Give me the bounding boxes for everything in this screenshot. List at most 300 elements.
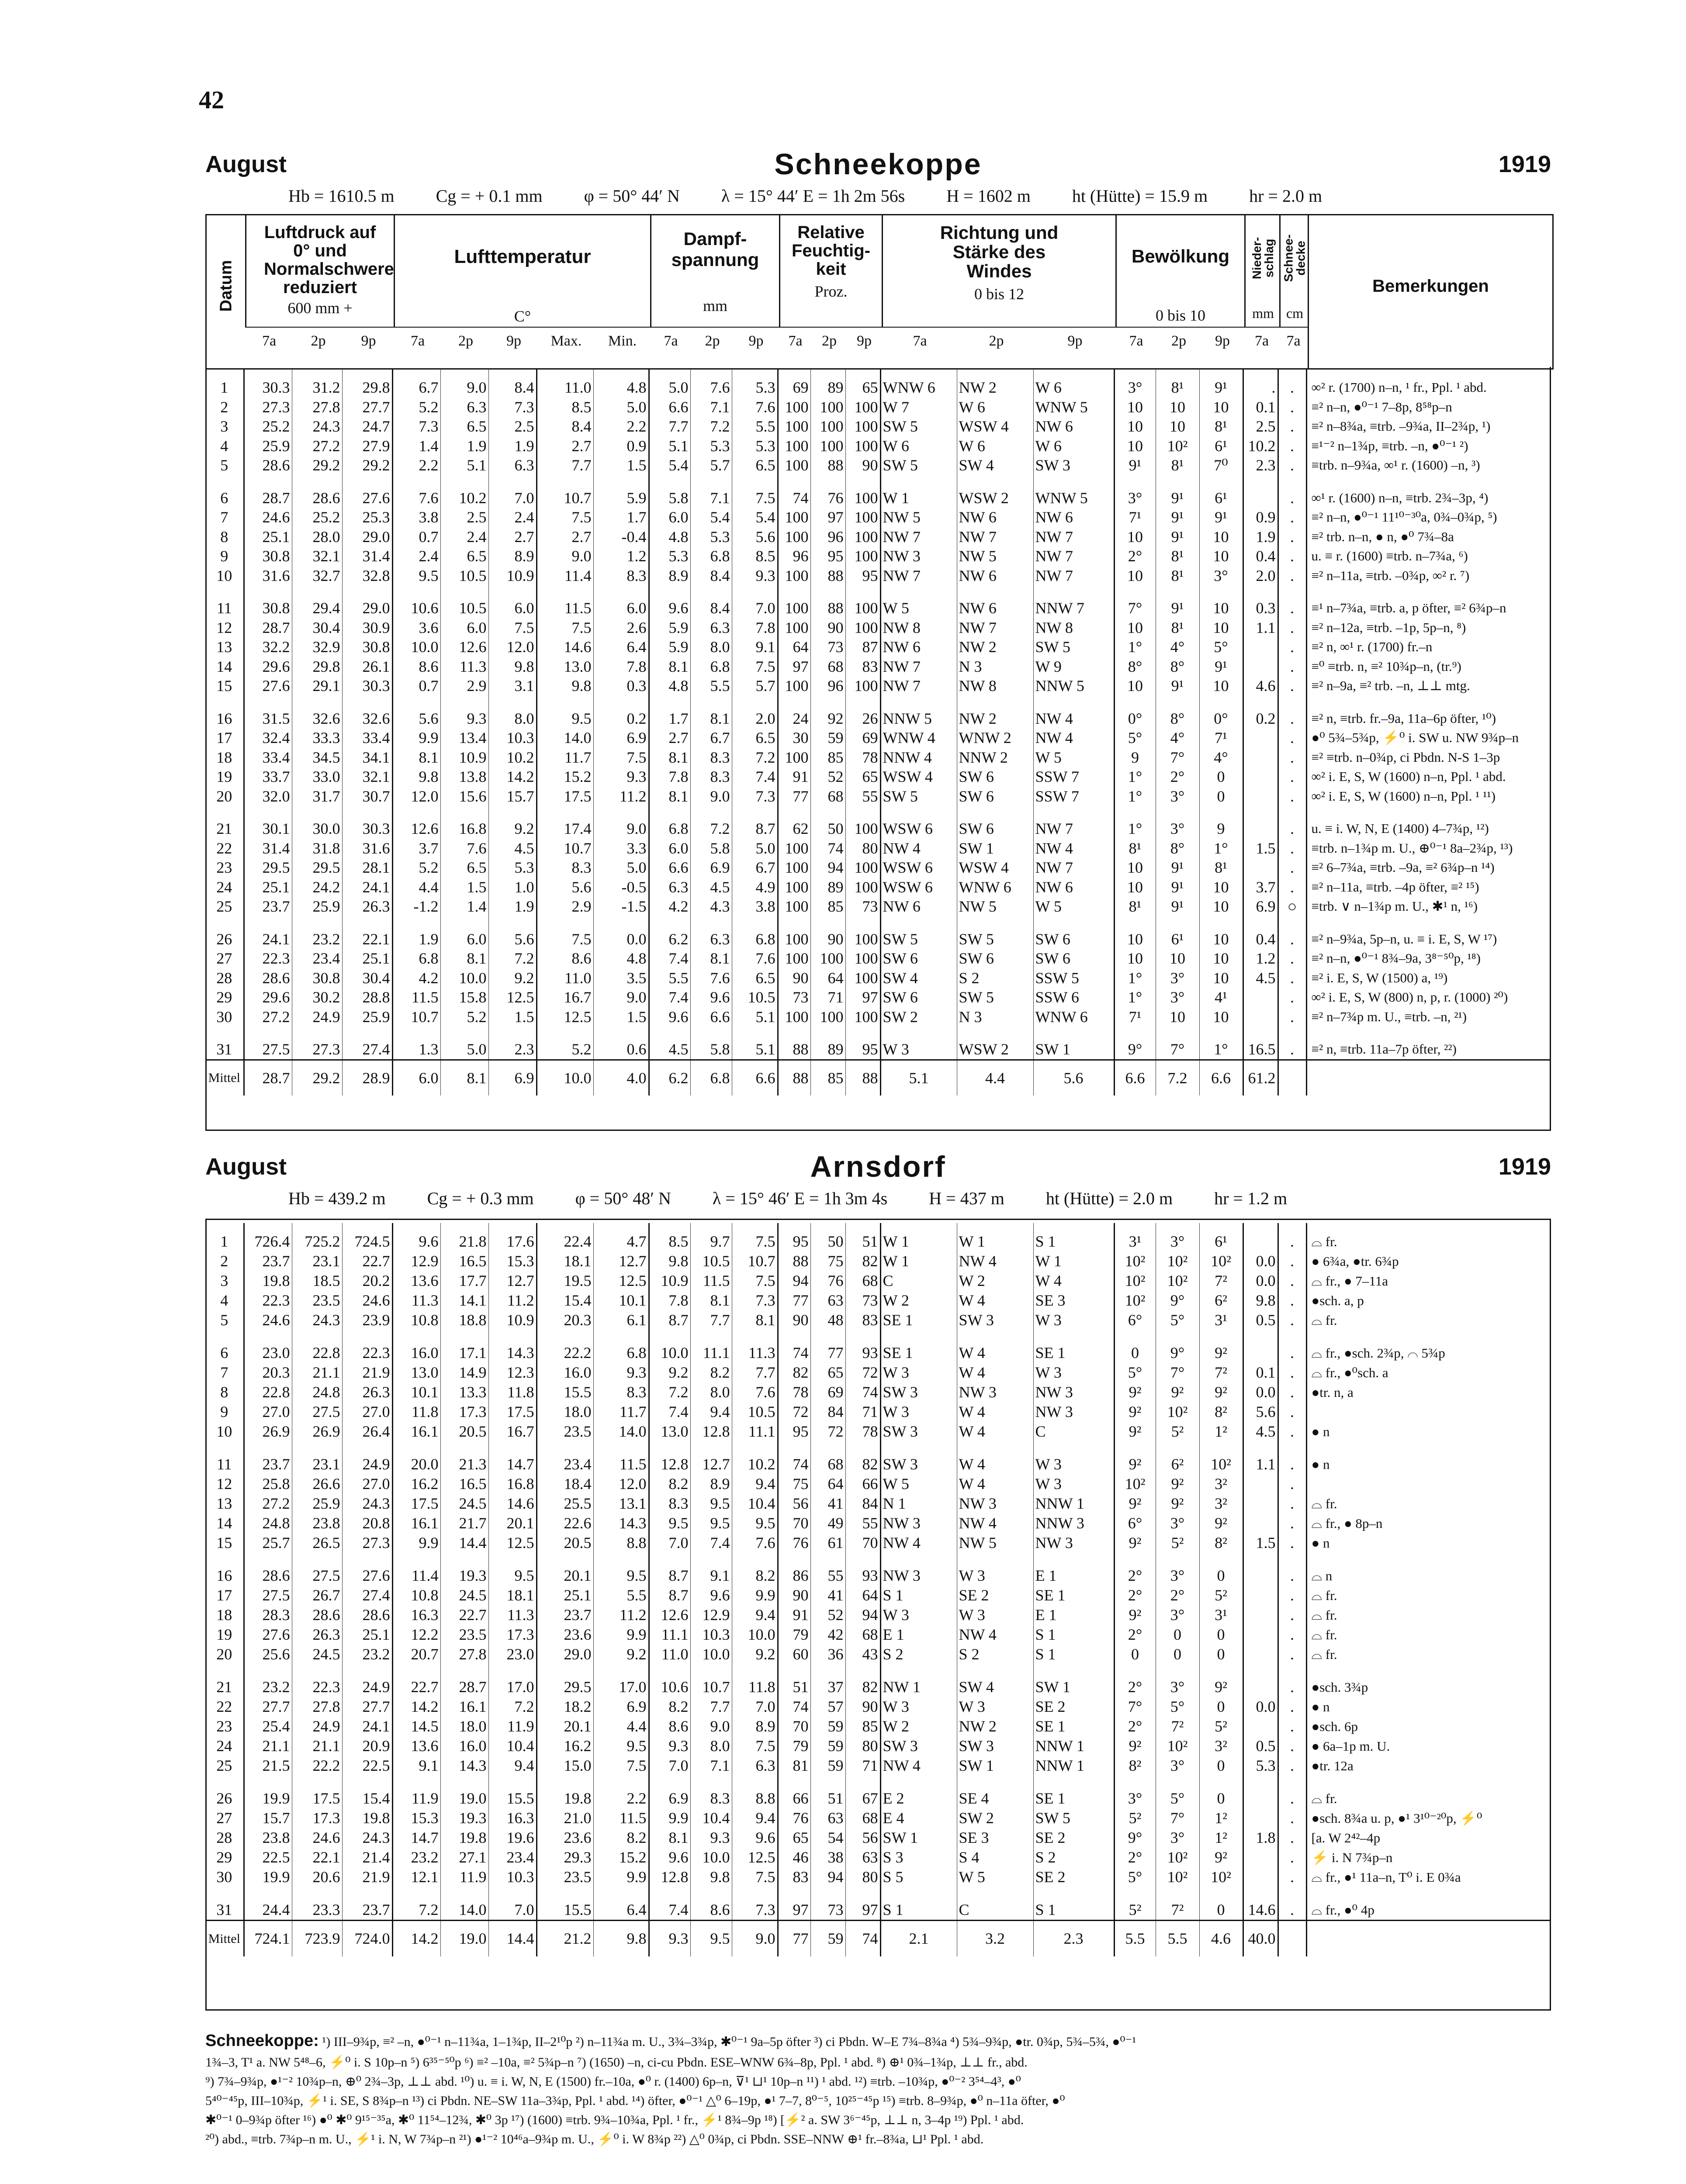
cell-p7: 24.8 — [244, 1514, 292, 1533]
cell-e14: 11.1 — [690, 1330, 732, 1363]
cell-e21: 10.4 — [732, 1494, 778, 1514]
cell-snow: . — [1278, 637, 1306, 657]
cell-precip: 3.7 — [1243, 878, 1278, 897]
cell-t7: 7.3 — [392, 417, 440, 436]
table-row — [205, 475, 1551, 508]
cell-rh21: 100 — [845, 397, 880, 417]
cell-tmax: 18.1 — [537, 1251, 593, 1271]
cell-remarks: ≡² n–9a, ≡² trb. –n, ⊥⊥ mtg. — [1306, 676, 1551, 696]
cell-e7: 8.2 — [649, 1474, 690, 1494]
cell-p7: 27.2 — [244, 1007, 292, 1027]
cell-tmax: 16.0 — [537, 1363, 593, 1382]
cell-e7: 9.8 — [649, 1251, 690, 1271]
cell-e14: 4.3 — [690, 897, 732, 916]
cell-e7: 7.0 — [649, 1533, 690, 1553]
cell-date: 21 — [216, 820, 232, 837]
table-row — [205, 1422, 1551, 1441]
cell-w21: SSW 6 — [1033, 988, 1114, 1007]
cell-precip: 0.2 — [1243, 696, 1278, 729]
cell-t21: 10.2 — [488, 748, 537, 767]
cell-w7: NW 7 — [880, 566, 957, 586]
cell-tmin: 2.6 — [593, 618, 649, 638]
cell-w14: W 1 — [957, 1223, 1033, 1251]
cell-c14: 6² — [1156, 1441, 1199, 1474]
cell-p7: 25.7 — [244, 1533, 292, 1553]
mean-rh21: 88 — [845, 1060, 880, 1095]
cell-p21: 24.3 — [342, 1828, 392, 1848]
cell-p21: 724.5 — [342, 1223, 392, 1251]
cell-c14: 9¹ — [1156, 897, 1199, 916]
cell-p14: 24.6 — [292, 1828, 342, 1848]
cell-w21: W 3 — [1033, 1310, 1114, 1330]
cell-c21: 6¹ — [1199, 475, 1243, 508]
cell-e21: 9.5 — [732, 1514, 778, 1533]
cell-w21: SW 6 — [1033, 949, 1114, 968]
table-row — [205, 1223, 1551, 1251]
cell-c7: 10² — [1114, 1271, 1156, 1291]
cell-p7: 20.3 — [244, 1363, 292, 1382]
cell-e21: 11.1 — [732, 1422, 778, 1441]
cell-snow: . — [1278, 1664, 1306, 1697]
cell-p21: 19.8 — [342, 1808, 392, 1828]
cell-tmax: 23.4 — [537, 1441, 593, 1474]
param-lon: λ = 15° 46′ E = 1h 3m 4s — [712, 1189, 888, 1208]
cell-rh7: 70 — [778, 1514, 810, 1533]
cell-c14: 9° — [1156, 1330, 1199, 1363]
cell-p14: 28.0 — [292, 527, 342, 547]
cell-rh14: 94 — [810, 1867, 845, 1887]
cell-t14: 18.8 — [440, 1310, 488, 1330]
cell-precip: 4.6 — [1243, 676, 1278, 696]
cell-p7: 29.6 — [244, 988, 292, 1007]
cell-p21: 25.9 — [342, 1007, 392, 1027]
cell-rh7: 100 — [778, 839, 810, 858]
cell-e7: 4.5 — [649, 1026, 690, 1060]
cell-c7: 10 — [1114, 527, 1156, 547]
cell-remarks: ●tr. 12a — [1306, 1756, 1551, 1776]
cell-tmin: 8.2 — [593, 1828, 649, 1848]
cell-w14: NW 6 — [957, 566, 1033, 586]
cell-c7: 8° — [1114, 657, 1156, 677]
cell-date: 21 — [216, 1678, 232, 1696]
cell-w7: SW 1 — [880, 1828, 957, 1848]
cell-c7: 2° — [1114, 1664, 1156, 1697]
cell-c14: 8¹ — [1156, 566, 1199, 586]
mean-rh21: 74 — [845, 1921, 880, 1957]
cell-tmax: 11.5 — [537, 585, 593, 618]
cell-w7: S 1 — [880, 1887, 957, 1921]
cell-w21: NW 7 — [1033, 546, 1114, 566]
cell-precip: 1.5 — [1243, 839, 1278, 858]
cell-rh21: 94 — [845, 1605, 880, 1625]
table-row — [205, 696, 1551, 729]
cell-p7: 27.6 — [244, 676, 292, 696]
cell-c21: 1° — [1199, 1026, 1243, 1060]
cell-w21: W 1 — [1033, 1251, 1114, 1271]
mean-date: Mittel — [205, 1921, 244, 1957]
cell-e7: 13.0 — [649, 1422, 690, 1441]
cell-e21: 5.1 — [732, 1007, 778, 1027]
cell-snow: . — [1278, 1828, 1306, 1848]
cell-rh7: 88 — [778, 1251, 810, 1271]
cell-c14: 8° — [1156, 839, 1199, 858]
cell-w7: S 5 — [880, 1867, 957, 1887]
cell-tmax: 16.7 — [537, 988, 593, 1007]
cell-p21: 26.4 — [342, 1422, 392, 1441]
cell-precip — [1243, 1605, 1278, 1625]
cell-remarks: ≡² n–7¾p m. U., ≡trb. –n, ²¹) — [1306, 1007, 1551, 1027]
cell-rh7: 46 — [778, 1848, 810, 1867]
cell-c7: 0 — [1114, 1645, 1156, 1664]
cell-date: 11 — [216, 599, 232, 617]
cell-t7: 10.1 — [392, 1382, 440, 1402]
cell-c7: 8¹ — [1114, 897, 1156, 916]
cell-rh21: 100 — [845, 949, 880, 968]
cell-e14: 12.7 — [690, 1441, 732, 1474]
cell-p14: 25.9 — [292, 1494, 342, 1514]
cell-tmax: 9.8 — [537, 676, 593, 696]
cell-t14: 17.3 — [440, 1402, 488, 1422]
cell-p21: 20.8 — [342, 1514, 392, 1533]
cell-remarks: ≡² 6–7¾a, ≡trb. –9a, ≡² 6¾p–n ¹⁴) — [1306, 858, 1551, 878]
cell-c21: 10 — [1199, 527, 1243, 547]
cell-tmin: 7.8 — [593, 657, 649, 677]
cell-t14: 16.5 — [440, 1474, 488, 1494]
cell-p7: 25.6 — [244, 1645, 292, 1664]
cell-p7: 27.5 — [244, 1586, 292, 1605]
cell-p21: 27.7 — [342, 397, 392, 417]
table-row — [205, 546, 1551, 566]
cell-t14: 27.1 — [440, 1848, 488, 1867]
cell-t14: 2.4 — [440, 527, 488, 547]
mean-tmax: 21.2 — [537, 1921, 593, 1957]
cell-e21: 7.5 — [732, 1223, 778, 1251]
cell-rh14: 50 — [810, 806, 845, 839]
table-row — [205, 417, 1551, 436]
cell-e14: 8.1 — [690, 696, 732, 729]
cell-c14: 2° — [1156, 1586, 1199, 1605]
cell-c21: 0 — [1199, 1645, 1243, 1664]
cell-t14: 14.0 — [440, 1887, 488, 1921]
cell-e7: 9.3 — [649, 1736, 690, 1756]
cell-t7: 7.2 — [392, 1887, 440, 1921]
cell-rh21: 82 — [845, 1441, 880, 1474]
cell-c7: 3° — [1114, 369, 1156, 397]
cell-tmax: 25.1 — [537, 1586, 593, 1605]
cell-t7: 22.7 — [392, 1664, 440, 1697]
cell-t7: 12.6 — [392, 806, 440, 839]
cell-w7: NNW 5 — [880, 696, 957, 729]
cell-c7: 10 — [1114, 397, 1156, 417]
cell-e21: 5.4 — [732, 508, 778, 527]
cell-e21: 3.8 — [732, 897, 778, 916]
mean-p21: 28.9 — [342, 1060, 392, 1095]
cell-remarks: ≡² n–12a, ≡trb. –1p, 5p–n, ⁸) — [1306, 618, 1551, 638]
table-row — [205, 1310, 1551, 1330]
cell-snow: . — [1278, 767, 1306, 787]
cell-t21: 16.7 — [488, 1422, 537, 1441]
cell-c14: 3° — [1156, 1553, 1199, 1586]
cell-t21: 10.3 — [488, 728, 537, 748]
cell-precip: 14.6 — [1243, 1887, 1278, 1921]
cell-w7: SW 3 — [880, 1441, 957, 1474]
param-h: H = 437 m — [929, 1189, 1004, 1208]
cell-c7: 10 — [1114, 858, 1156, 878]
mean-e21: 6.6 — [732, 1060, 778, 1095]
mean-row — [205, 1921, 1551, 1957]
cell-tmin: 4.7 — [593, 1223, 649, 1251]
cell-p21: 32.6 — [342, 696, 392, 729]
cell-e7: 4.8 — [649, 676, 690, 696]
cell-t14: 16.0 — [440, 1736, 488, 1756]
cell-p14: 23.5 — [292, 1291, 342, 1310]
cell-e14: 12.8 — [690, 1422, 732, 1441]
cell-rh21: 56 — [845, 1828, 880, 1848]
cell-date: 19 — [216, 1626, 232, 1643]
cell-c21: 10² — [1199, 1867, 1243, 1887]
table-row — [205, 1363, 1551, 1382]
cell-w21: SSW 7 — [1033, 767, 1114, 787]
table-row — [205, 839, 1551, 858]
cell-tmin: 3.3 — [593, 839, 649, 858]
cell-p21: 24.6 — [342, 1291, 392, 1310]
cell-e7: 5.3 — [649, 546, 690, 566]
cell-t14: 14.9 — [440, 1363, 488, 1382]
cell-t7: 9.9 — [392, 1533, 440, 1553]
cell-w14: S 4 — [957, 1848, 1033, 1867]
cell-w21: NW 8 — [1033, 618, 1114, 638]
cell-t21: 9.4 — [488, 1756, 537, 1776]
cell-t14: 24.5 — [440, 1586, 488, 1605]
cell-e7: 11.0 — [649, 1645, 690, 1664]
table-row — [205, 1736, 1551, 1756]
cell-tmin: 6.9 — [593, 728, 649, 748]
cell-snow: . — [1278, 566, 1306, 586]
cell-rh21: 68 — [845, 1271, 880, 1291]
table-row — [205, 1553, 1551, 1586]
cell-c14: 7° — [1156, 1026, 1199, 1060]
mean-rh14: 59 — [810, 1921, 845, 1957]
cell-c21: 5° — [1199, 637, 1243, 657]
cell-tmax: 2.7 — [537, 527, 593, 547]
cell-tmax: 20.1 — [537, 1553, 593, 1586]
cell-e14: 10.7 — [690, 1664, 732, 1697]
cell-c21: 4° — [1199, 748, 1243, 767]
cell-rh14: 68 — [810, 787, 845, 806]
cell-date: 24 — [216, 1737, 232, 1755]
cell-tmax: 7.7 — [537, 456, 593, 475]
cell-t21: 12.3 — [488, 1363, 537, 1382]
header-dampfspannung: Dampf-spannung mm — [650, 215, 779, 327]
cell-rh14: 48 — [810, 1310, 845, 1330]
cell-e14: 5.7 — [690, 456, 732, 475]
cell-tmin: 2.2 — [593, 1776, 649, 1808]
cell-p7: 28.6 — [244, 1553, 292, 1586]
cell-c14: 9¹ — [1156, 858, 1199, 878]
cell-c21: 9 — [1199, 806, 1243, 839]
cell-precip: 0.5 — [1243, 1310, 1278, 1330]
header-datum: Datum — [217, 260, 235, 312]
cell-date: 22 — [216, 1698, 232, 1715]
cell-t14: 13.8 — [440, 767, 488, 787]
cell-precip: 0.0 — [1243, 1697, 1278, 1717]
cell-tmin: 10.1 — [593, 1291, 649, 1310]
cell-c14: 5° — [1156, 1776, 1199, 1808]
cell-tmax: 11.0 — [537, 369, 593, 397]
cell-c14: 5² — [1156, 1422, 1199, 1441]
cell-p7: 25.9 — [244, 436, 292, 456]
cell-w14: WSW 4 — [957, 858, 1033, 878]
cell-w21: NW 4 — [1033, 696, 1114, 729]
cell-w14: WNW 2 — [957, 728, 1033, 748]
table-row — [205, 456, 1551, 475]
cell-p14: 25.9 — [292, 897, 342, 916]
cell-remarks: ⌓ fr. — [1306, 1310, 1551, 1330]
cell-w21: NNW 5 — [1033, 676, 1114, 696]
cell-w7: W 1 — [880, 475, 957, 508]
cell-snow: . — [1278, 369, 1306, 397]
cell-e21: 9.4 — [732, 1474, 778, 1494]
cell-date: 13 — [216, 1495, 232, 1512]
cell-e21: 8.8 — [732, 1776, 778, 1808]
cell-e14: 5.4 — [690, 508, 732, 527]
cell-remarks: ≡² i. E, S, W (1500) a, ¹⁹) — [1306, 968, 1551, 988]
cell-tmin: 4.8 — [593, 369, 649, 397]
cell-rh14: 90 — [810, 618, 845, 638]
cell-w7: NW 4 — [880, 1756, 957, 1776]
cell-t21: 6.3 — [488, 456, 537, 475]
cell-e21: 8.9 — [732, 1717, 778, 1736]
cell-t14: 20.5 — [440, 1422, 488, 1441]
cell-tmax: 23.5 — [537, 1422, 593, 1441]
cell-date: 20 — [216, 1645, 232, 1663]
cell-w21: NNW 7 — [1033, 585, 1114, 618]
cell-c21: 9¹ — [1199, 508, 1243, 527]
cell-w14: SW 5 — [957, 916, 1033, 949]
mean-e7: 9.3 — [649, 1921, 690, 1957]
cell-w7: E 4 — [880, 1808, 957, 1828]
cell-tmin: 11.5 — [593, 1441, 649, 1474]
cell-e14: 9.8 — [690, 1867, 732, 1887]
cell-w7: SW 5 — [880, 417, 957, 436]
cell-c21: 10 — [1199, 897, 1243, 916]
cell-c7: 8¹ — [1114, 839, 1156, 858]
cell-p14: 32.7 — [292, 566, 342, 586]
mean-tmin: 9.8 — [593, 1921, 649, 1957]
cell-t21: 23.4 — [488, 1848, 537, 1867]
cell-p7: 25.4 — [244, 1717, 292, 1736]
cell-w7: W 3 — [880, 1402, 957, 1422]
cell-tmin: 0.2 — [593, 696, 649, 729]
cell-p21: 20.9 — [342, 1736, 392, 1756]
cell-remarks: ∞² i. E, S, W (1600) n–n, Ppl. ¹ ¹¹) — [1306, 787, 1551, 806]
cell-precip: 2.0 — [1243, 566, 1278, 586]
cell-tmin: 8.3 — [593, 1382, 649, 1402]
cell-snow: . — [1278, 1514, 1306, 1533]
cell-p14: 32.1 — [292, 546, 342, 566]
cell-remarks: ● n — [1306, 1441, 1551, 1474]
cell-t7: 2.4 — [392, 546, 440, 566]
cell-remarks: ∞¹ r. (1600) n–n, ≡trb. 2¾–3p, ⁴) — [1306, 475, 1551, 508]
cell-snow: . — [1278, 508, 1306, 527]
cell-c21: 10 — [1199, 968, 1243, 988]
cell-rh7: 100 — [778, 916, 810, 949]
cell-e14: 8.4 — [690, 566, 732, 586]
table-row — [205, 676, 1551, 696]
mean-w7: 5.1 — [880, 1060, 957, 1095]
cell-p21: 22.3 — [342, 1330, 392, 1363]
cell-e21: 7.5 — [732, 1867, 778, 1887]
cell-rh21: 97 — [845, 1887, 880, 1921]
cell-p14: 27.8 — [292, 397, 342, 417]
param-lat: φ = 50° 48′ N — [575, 1189, 671, 1208]
cell-e7: 5.0 — [649, 369, 690, 397]
cell-rh21: 82 — [845, 1664, 880, 1697]
cell-e21: 7.5 — [732, 1736, 778, 1756]
cell-t21: 12.5 — [488, 1533, 537, 1553]
cell-e14: 8.1 — [690, 949, 732, 968]
cell-tmax: 18.4 — [537, 1474, 593, 1494]
cell-t21: 14.7 — [488, 1441, 537, 1474]
cell-precip — [1243, 748, 1278, 767]
cell-tmax: 29.0 — [537, 1645, 593, 1664]
cell-t14: 5.2 — [440, 1007, 488, 1027]
cell-date: 1 — [220, 1233, 228, 1250]
cell-precip — [1243, 1007, 1278, 1027]
table-row — [205, 369, 1551, 397]
cell-p21: 25.1 — [342, 1625, 392, 1645]
cell-date: 28 — [216, 969, 232, 987]
mean-rh7: 77 — [778, 1921, 810, 1957]
cell-rh21: 55 — [845, 787, 880, 806]
cell-p7: 27.7 — [244, 1697, 292, 1717]
cell-c14: 8¹ — [1156, 369, 1199, 397]
cell-date: 27 — [216, 1809, 232, 1827]
cell-tmax: 22.4 — [537, 1223, 593, 1251]
cell-t21: 14.6 — [488, 1494, 537, 1514]
cell-precip: 0.5 — [1243, 1736, 1278, 1756]
cell-e21: 8.1 — [732, 1310, 778, 1330]
cell-remarks: ≡¹⁻² n–1¾p, ≡trb. –n, ●⁰⁻¹ ²) — [1306, 436, 1551, 456]
cell-rh7: 65 — [778, 1828, 810, 1848]
table-row — [205, 1382, 1551, 1402]
cell-precip: . — [1243, 369, 1278, 397]
cell-c14: 10² — [1156, 1867, 1199, 1887]
cell-e14: 9.1 — [690, 1553, 732, 1586]
cell-p7: 30.1 — [244, 806, 292, 839]
footnote-line: 5⁴⁰⁻⁴⁵p, III–10¾p, ⚡¹ i. SE, S 8¾p–n ¹³) ci Pbdn. NE–SW 11a–3¾p, Ppl. ¹ abd. ¹⁴) öfter, ●⁰⁻¹ △⁰ 6–19p, ●¹ 7–7, 8⁰⁻⁵, 10²⁵⁻⁴⁵p ¹⁵) ≡trb. 8–9¾p, ●⁰ n–11a öfter, ●⁰ — [205, 2094, 1065, 2108]
cell-t14: 21.8 — [440, 1223, 488, 1251]
table-row — [205, 1271, 1551, 1291]
cell-rh7: 77 — [778, 1291, 810, 1310]
cell-rh7: 24 — [778, 696, 810, 729]
cell-e21: 8.2 — [732, 1553, 778, 1586]
cell-remarks: ≡² n–11a, ≡trb. –4p öfter, ≡² ¹⁵) — [1306, 878, 1551, 897]
cell-p14: 32.9 — [292, 637, 342, 657]
cell-p21: 29.0 — [342, 585, 392, 618]
cell-w21: SSW 5 — [1033, 968, 1114, 988]
cell-w7: NW 3 — [880, 1553, 957, 1586]
cell-w7: W 2 — [880, 1291, 957, 1310]
cell-remarks: ≡² trb. n–n, ● n, ●⁰ 7¾–8a — [1306, 527, 1551, 547]
cell-tmax: 15.0 — [537, 1756, 593, 1776]
cell-p7: 28.7 — [244, 618, 292, 638]
cell-w21: SW 5 — [1033, 1808, 1114, 1828]
cell-precip — [1243, 1867, 1278, 1887]
cell-c21: 10 — [1199, 676, 1243, 696]
cell-date: 19 — [216, 768, 232, 785]
cell-snow: . — [1278, 806, 1306, 839]
